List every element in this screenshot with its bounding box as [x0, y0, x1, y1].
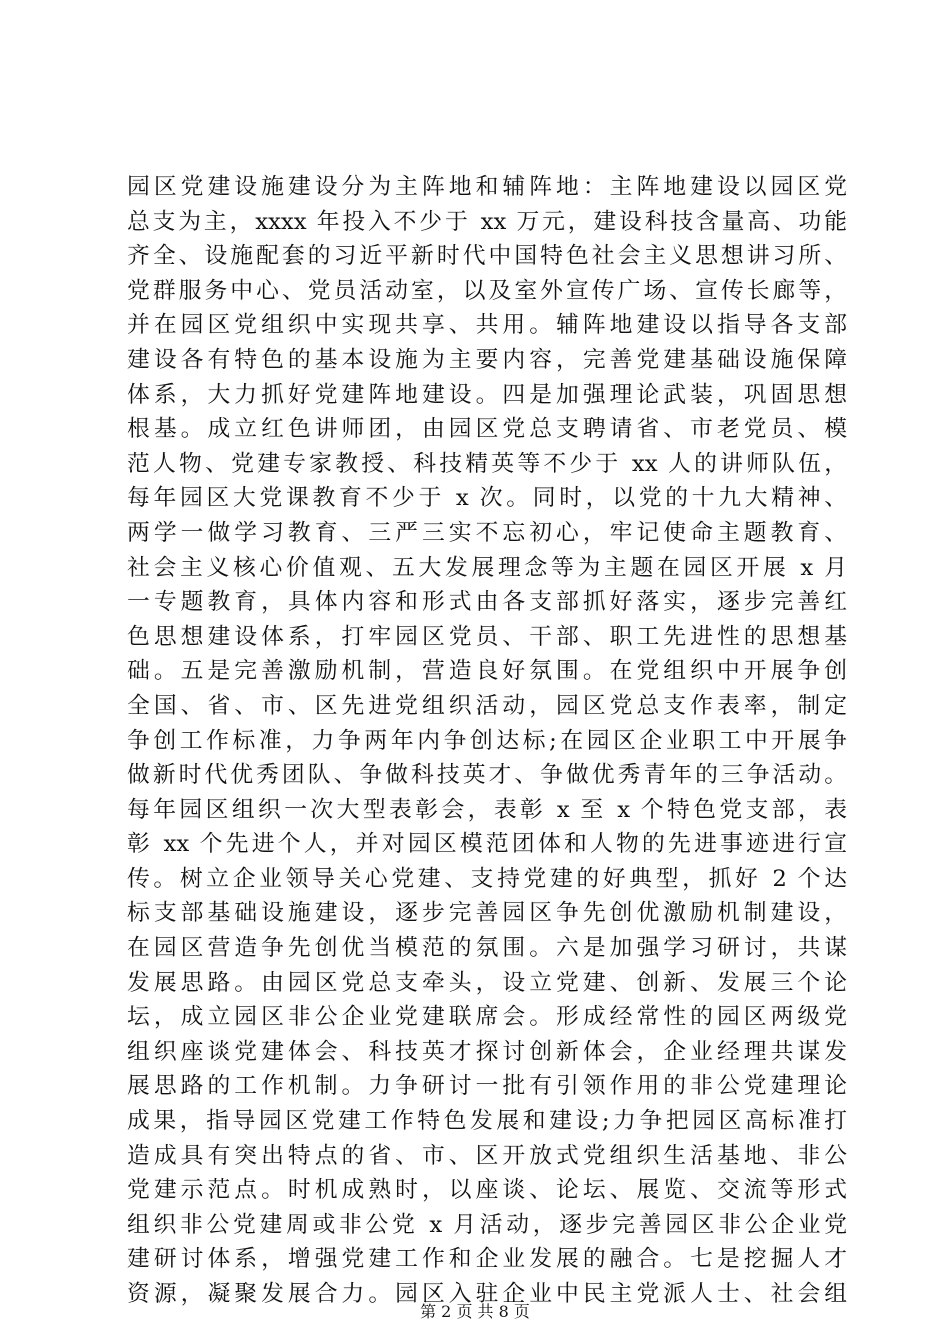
text-line: 范人物、党建专家教授、科技精英等不少于 xx 人的讲师队伍，: [127, 450, 847, 477]
text-line: 齐全、设施配套的习近平新时代中国特色社会主义思想讲习所、: [127, 243, 847, 270]
text-line: 一专题教育，具体内容和形式由各支部抓好落实，逐步完善红: [127, 589, 847, 616]
text-line: 造成具有突出特点的省、市、区开放式党组织生活基地、非公: [127, 1142, 847, 1169]
text-line: 党建示范点。时机成熟时，以座谈、论坛、展览、交流等形式: [127, 1177, 847, 1204]
text-line: 彰 xx 个先进个人，并对园区模范团体和人物的先进事迹进行宣: [127, 831, 847, 858]
page-footer: 第 2 页 共 8 页: [420, 1302, 530, 1321]
text-line: 园区党建设施建设分为主阵地和辅阵地：主阵地建设以园区党: [127, 174, 847, 200]
text-line: 坛，成立园区非公企业党建联席会。形成经常性的园区两级党: [127, 1004, 847, 1031]
text-line: 色思想建设体系，打牢园区党员、干部、职工先进性的思想基: [127, 623, 847, 650]
text-line: 建研讨体系，增强党建工作和企业发展的融合。七是挖掘人才: [127, 1246, 847, 1273]
text-line: 建设各有特色的基本设施为主要内容，完善党建基础设施保障: [127, 346, 847, 373]
text-line: 社会主义核心价值观、五大发展理念等为主题在园区开展 x 月: [127, 554, 847, 581]
text-line: 争创工作标准，力争两年内争创达标;在园区企业职工中开展争: [127, 727, 847, 754]
text-line: 标支部基础设施建设，逐步完善园区争先创优激励机制建设，: [127, 900, 847, 927]
text-line: 组织座谈党建体会、科技英才探讨创新体会，企业经理共谋发: [127, 1038, 847, 1065]
text-line: 每年园区组织一次大型表彰会，表彰 x 至 x 个特色党支部，表: [127, 796, 847, 823]
text-line: 体系，大力抓好党建阵地建设。四是加强理论武装，巩固思想: [127, 381, 847, 408]
body-paragraph: [127, 170, 847, 1312]
text-line: 并在园区党组织中实现共享、共用。辅阵地建设以指导各支部: [127, 312, 847, 339]
text-line: 总支为主，xxxx 年投入不少于 xx 万元，建设科技含量高、功能: [127, 208, 847, 235]
text-line: 全国、省、市、区先进党组织活动，园区党总支作表率，制定: [127, 692, 847, 719]
text-line: 两学一做学习教育、三严三实不忘初心，牢记使命主题教育、: [127, 519, 847, 546]
text-line: 在园区营造争先创优当模范的氛围。六是加强学习研讨，共谋: [127, 935, 847, 962]
text-line: 展思路的工作机制。力争研讨一批有引领作用的非公党建理论: [127, 1073, 847, 1100]
text-line: 根基。成立红色讲师团，由园区党总支聘请省、市老党员、模: [127, 416, 847, 443]
text-line: 传。树立企业领导关心党建、支持党建的好典型，抓好 2 个达: [127, 865, 847, 892]
text-line: 每年园区大党课教育不少于 x 次。同时，以党的十九大精神、: [127, 485, 847, 512]
text-line: 党群服务中心、党员活动室，以及室外宣传广场、宣传长廊等，: [127, 277, 847, 304]
text-line: 发展思路。由园区党总支牵头，设立党建、创新、发展三个论: [127, 969, 847, 996]
text-line: 成果，指导园区党建工作特色发展和建设;力争把园区高标准打: [127, 1108, 847, 1135]
text-line: 做新时代优秀团队、争做科技英才、争做优秀青年的三争活动。: [127, 762, 847, 789]
text-line: 资源，凝聚发展合力。园区入驻企业中民主党派人士、社会组: [127, 1281, 847, 1307]
text-line: 组织非公党建周或非公党 x 月活动，逐步完善园区非公企业党: [127, 1211, 847, 1238]
text-line: 础。五是完善激励机制，营造良好氛围。在党组织中开展争创: [127, 658, 847, 685]
